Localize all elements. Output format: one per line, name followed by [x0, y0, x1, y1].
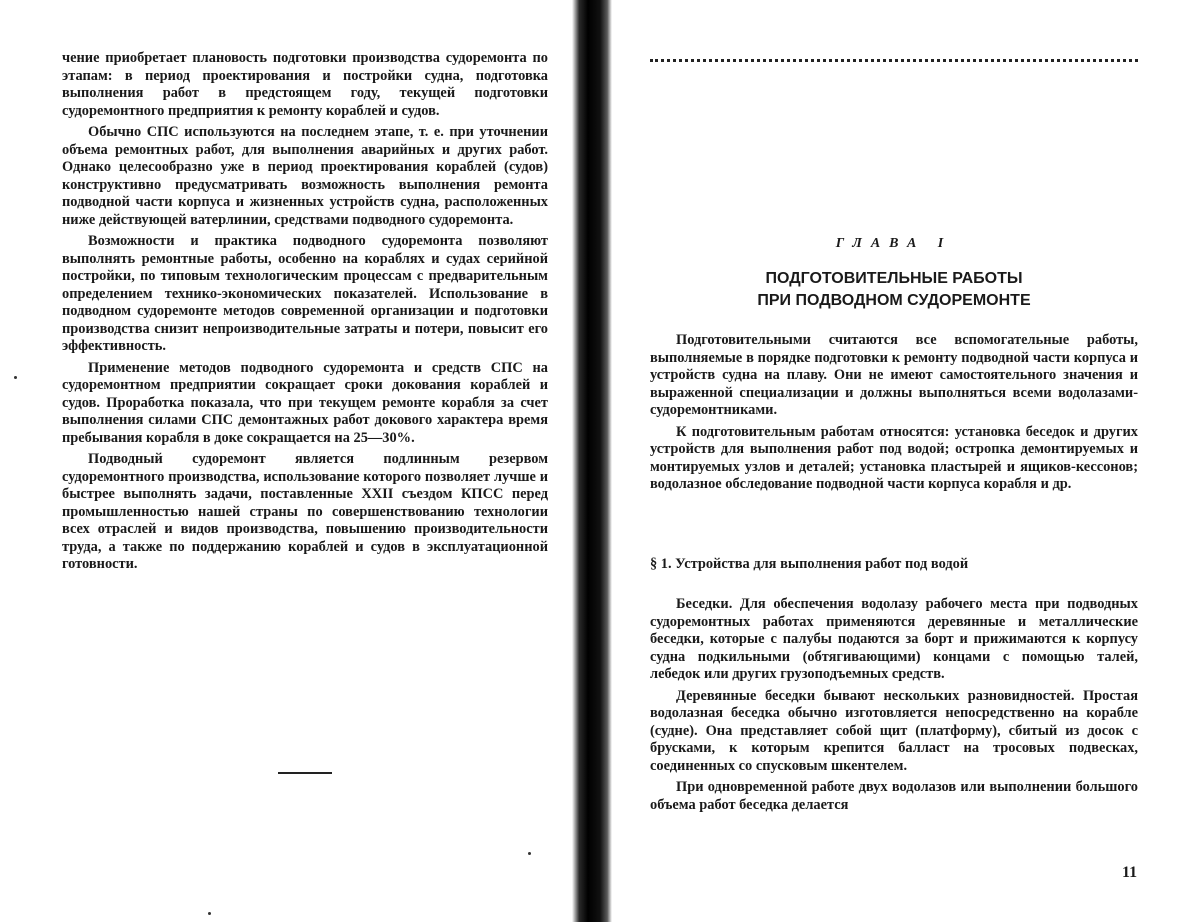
- header-dotted-rule: [650, 59, 1138, 62]
- book-spread: [0, 0, 1200, 922]
- chapter-title-line-2: ПРИ ПОДВОДНОМ СУДОРЕМОНТЕ: [650, 290, 1138, 312]
- left-paragraph-4: Применение методов подводного судоремонта и средств СПС на судоремонтном предприятии сокращает сроки докования кораблей и судов. Проработка показала, что при текущем ремонте корабля за счет выполнения силами СПС демонтажных работ докового характера время пребывания корабля в доке сокращается на 25—30%.: [62, 360, 548, 448]
- chapter-title: [650, 268, 1138, 312]
- end-rule: [278, 772, 332, 774]
- section-paragraph-3: При одновременной работе двух водолазов или выполнении большого объема работ беседка делается: [650, 779, 1138, 814]
- section-heading: § 1. Устройства для выполнения работ под водой: [650, 556, 1138, 573]
- scan-speck: [208, 912, 211, 915]
- chapter-label: ГЛАВА I: [650, 236, 1138, 252]
- book-gutter: [572, 0, 612, 922]
- chapter-title-line-1: ПОДГОТОВИТЕЛЬНЫЕ РАБОТЫ: [650, 268, 1138, 290]
- left-paragraph-3: Возможности и практика подводного судоремонта позволяют выполнять ремонтные работы, особенно на кораблях и судах серийной постройки, по типовым технологическим процессам с предварительным определением технико-экономических показателей. Использование в подводном судоремонте методов современной организации и подготовки производства снизит непроизводительные затраты и потери, повысит его эффективность.: [62, 233, 548, 356]
- section-paragraph-2: Деревянные беседки бывают нескольких разновидностей. Простая водолазная беседка обычно изготовляется непосредственно на корабле (судне). Она представляет собой щит (платформу), сбитый из досок с брусками, к которым крепится балласт на тросовых подвесках, соединенных со спусковым шкентелем.: [650, 688, 1138, 776]
- left-paragraph-1: чение приобретает плановость подготовки производства судоремонта по этапам: в период проектирования и постройки судна, подготовка выполнения работ в предстоящем году, текущей подготовки судоремонтного предприятия к ремонту кораблей и судов.: [62, 50, 548, 120]
- page-number: 11: [1122, 864, 1137, 882]
- chapter-intro: [650, 332, 1138, 498]
- section-paragraph-1: Беседки. Для обеспечения водолазу рабочего места при подводных судоремонтных работах применяются деревянные и металлические беседки, которые с палубы подаются за борт и прижимаются к корпусу судна подкильными (обтягивающими) концами с помощью талей, лебедок или других грузоподъемных средств.: [650, 596, 1138, 684]
- left-paragraph-2: Обычно СПС используются на последнем этапе, т. е. при уточнении объема ремонтных работ, для выполнения аварийных и других работ. Однако целесообразно уже в период проектирования кораблей (судов) конструктивно предусматривать возможность выполнения ремонта подводной части корпуса и жизненных устройств судна, расположенных ниже действующей ватерлинии, средствами подводного судоремонта.: [62, 124, 548, 229]
- left-paragraph-5: Подводный судоремонт является подлинным резервом судоремонтного производства, использование которого позволяет лучше и быстрее выполнять задачи, поставленные XXII съездом КПСС перед промышленностью нашей страны по совершенствованию технологии всех отраслей и видов производства, повышению производительности труда, а также по поддержанию кораблей и судов в эксплуатационной готовности.: [62, 451, 548, 574]
- scan-speck: [528, 852, 531, 855]
- intro-paragraph-1: Подготовительными считаются все вспомогательные работы, выполняемые в порядке подготовки к ремонту подводной части корпуса и устройств судна на плаву. Они не имеют самостоятельного значения и выраженной специализации и должны выполняться всеми водолазами-судоремонтниками.: [650, 332, 1138, 420]
- intro-paragraph-2: К подготовительным работам относятся: установка беседок и других устройств для выполнения работ под водой; остропка демонтируемых и монтируемых узлов и деталей; установка пластырей и ящиков-кессонов; водолазное обследование подводной части корпуса корабля и др.: [650, 424, 1138, 494]
- left-page-text: [62, 50, 548, 578]
- scan-speck: [14, 376, 17, 379]
- section-body: [650, 596, 1138, 818]
